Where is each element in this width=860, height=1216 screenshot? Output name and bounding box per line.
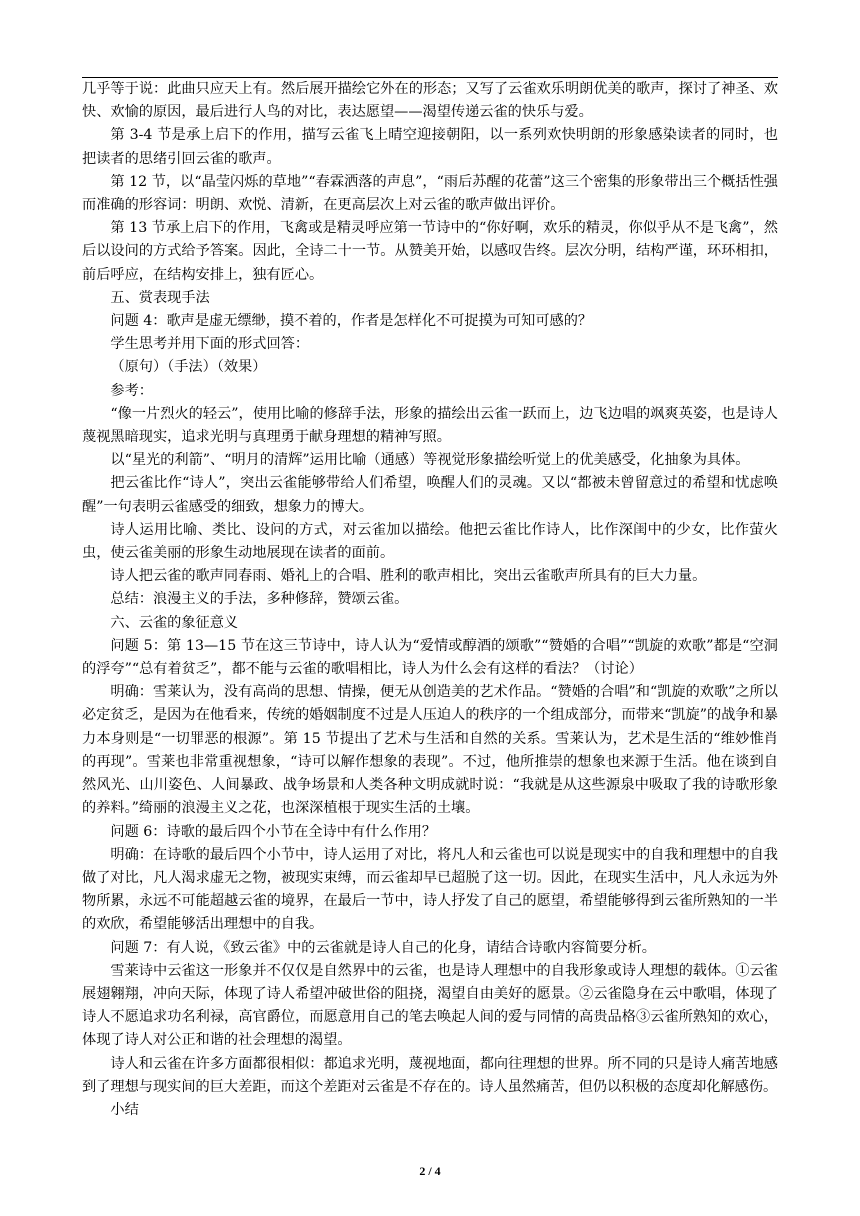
document-body: [82, 78, 778, 1122]
section-heading: 六、云雀的象征意义: [110, 614, 239, 631]
paragraph: 明确：在诗歌的最后四个小节中，诗人运用了对比，将凡人和云雀也可以说是现实中的自我和理想中的自我做了对比，凡人渴求虚无之物，被现实束缚，而云雀却早已超脱了这一切。因此，在现实生活中，凡人永远为外物所累，永远不可能超越云雀的境界，在最后一节中，诗人抒发了自己的愿望，希望能够得到云雀所熟知的一半的欢欣，希望能够活出理想中的自我。: [82, 846, 778, 933]
paragraph: 把云雀比作“诗人”，突出云雀能够带给人们希望，唤醒人们的灵魂。又以“都被未曾留意过的希望和忧虑唤醒”一句表明云雀感受的细致，想象力的博大。: [82, 475, 778, 515]
paragraph: 第 12 节，以“晶莹闪烁的草地”“春霖洒落的声息”，“雨后苏醒的花蕾”这三个密集的形象带出三个概括性强而准确的形容词：明朗、欢悦、清新，在更高层次上对云雀的歌声做出评价。: [82, 173, 778, 214]
paragraph: （原句）（手法）（效果）: [110, 359, 267, 376]
paragraph: “像一片烈火的轻云”，使用比喻的修辞手法，形象的描绘出云雀一跃而上，边飞边唱的飒爽英姿，也是诗人蔑视黑暗现实，追求光明与真理勇于献身理想的精神写照。: [82, 405, 778, 446]
question: 问题 4：歌声是虚无缥缈，摸不着的，作者是怎样化不可捉摸为可知可感的？: [110, 313, 593, 330]
question: 问题 5：第 13—15 节在这三节诗中，诗人认为“爱情或醇酒的颂歌”“赞婚的合唱”“凯旋的欢歌”都是“空洞的浮夸”“总有着贫乏”，都不能与云雀的歌唱相比，诗人为什么会有这样的看法？（讨论）: [82, 637, 778, 678]
page-number: 2 / 4: [419, 1164, 441, 1178]
paragraph: 参考：: [110, 382, 153, 399]
question: 问题 7：有人说，《致云雀》中的云雀就是诗人自己的化身，请结合诗歌内容简要分析。: [110, 939, 656, 956]
section-heading: 五、赏表现手法: [110, 289, 210, 306]
paragraph: 几乎等于说：此曲只应天上有。然后展开描绘它外在的形态；又写了云雀欢乐明朗优美的歌声，探讨了神圣、欢快、欢愉的原因，最后进行人鸟的对比，表达愿望——渴望传递云雀的快乐与爱。: [82, 81, 778, 121]
paragraph: 第 3-4 节是承上启下的作用，描写云雀飞上晴空迎接朝阳，以一系列欢快明朗的形象感染读者的同时，也把读者的思绪引回云雀的歌声。: [82, 127, 778, 167]
paragraph: 诗人和云雀在许多方面都很相似：都追求光明，蔑视地面，都向往理想的世界。所不同的只是诗人痛苦地感到了理想与现实间的巨大差距，而这个差距对云雀是不存在的。诗人虽然痛苦，但仍以积极的态度却化解感伤。: [82, 1055, 778, 1095]
paragraph: 雪莱诗中云雀这一形象并不仅仅是自然界中的云雀，也是诗人理想中的自我形象或诗人理想的载体。①云雀展翅翱翔，冲向天际，体现了诗人希望冲破世俗的阻挠，渴望自由美好的愿景。②云雀隐身在云中歌唱，体现了诗人不愿追求功名利禄，高官爵位，而愿意用自己的笔去唤起人间的爱与同情的高贵品格③云雀所熟知的欢心，体现了诗人对公正和谐的社会理想的渴望。: [82, 962, 778, 1049]
paragraph: 学生思考并用下面的形式回答：: [110, 336, 310, 353]
paragraph: 总结：浪漫主义的手法，多种修辞，赞颂云雀。: [110, 591, 409, 608]
paragraph: 诗人把云雀的歌声同春雨、婚礼上的合唱、胜利的歌声相比，突出云雀歌声所具有的巨大力量。: [110, 568, 707, 585]
paragraph: 小结: [110, 1101, 139, 1118]
question: 问题 6：诗歌的最后四个小节在全诗中有什么作用？: [110, 823, 437, 840]
paragraph: 诗人运用比喻、类比、设问的方式，对云雀加以描绘。他把云雀比作诗人，比作深闺中的少女，比作萤火虫，使云雀美丽的形象生动地展现在读者的面前。: [82, 521, 778, 562]
paragraph: 第 13 节承上启下的作用，飞禽或是精灵呼应第一节诗中的“你好啊，欢乐的精灵，你似乎从不是飞禽”，然后以设问的方式给予答案。因此，全诗二十一节。从赞美开始，以感叹告终。层次分明，结构严谨，环环相扣，前后呼应，在结构安排上，独有匠心。: [82, 220, 778, 283]
paragraph: 以“星光的利箭”、“明月的清辉”运用比喻（通感）等视觉形象描绘听觉上的优美感受，化抽象为具体。: [110, 452, 750, 469]
paragraph: 明确：雪莱认为，没有高尚的思想、情操，便无从创造美的艺术作品。“赞婚的合唱”和“凯旋的欢歌”之所以必定贫乏，是因为在他看来，传统的婚姻制度不过是人压迫人的秩序的一个组成部分，而带来“凯旋”的战争和暴力本身则是“一切罪恶的根源”。第 15 节提出了艺术与生活和自然的关系。雪莱认为，艺术是生活的“维妙惟肖的再现”。雪莱也非常重视想象，“诗可以解作想象的表现”。不过，他所推崇的想象也来源于生活。他在谈到自然风光、山川姿色、人间暴政、战争场景和人类各种文明成就时说：“我就是从这些源泉中吸取了我的诗歌形象的养料。”绮丽的浪漫主义之花，也深深植根于现实生活的土壤。: [82, 684, 778, 817]
